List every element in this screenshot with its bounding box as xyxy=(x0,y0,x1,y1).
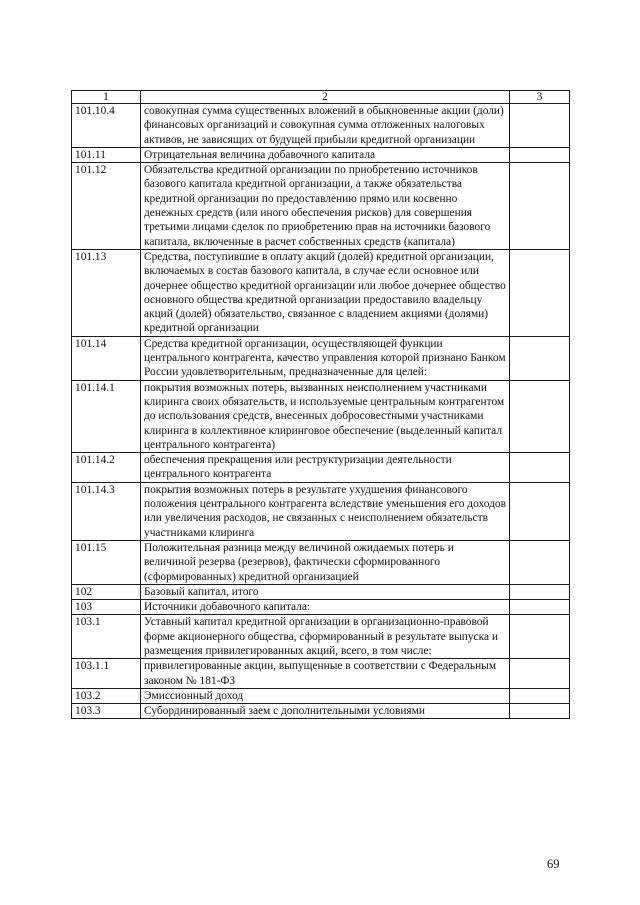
row-value xyxy=(510,147,570,162)
row-text: совокупная сумма существенных вложений в обыкновенные акции (доли) финансовых организаций и совокупная сумма отложенных налоговых активов, не зависящих от будущей прибыли кредитной организации xyxy=(141,104,510,148)
column-header-3: 3 xyxy=(510,91,570,104)
row-text: привилегированные акции, выпущенные в соответствии с Федеральным законом № 181-ФЗ xyxy=(141,659,510,689)
table-row xyxy=(72,600,570,615)
row-value xyxy=(510,659,570,689)
table-row xyxy=(72,249,570,336)
table-row xyxy=(72,163,570,250)
table-row xyxy=(72,380,570,452)
row-value xyxy=(510,163,570,250)
row-value xyxy=(510,615,570,659)
row-code: 101.12 xyxy=(72,163,141,250)
row-text: Отрицательная величина добавочного капитала xyxy=(141,147,510,162)
table-row xyxy=(72,336,570,380)
row-code: 103.3 xyxy=(72,704,141,719)
table-row xyxy=(72,453,570,483)
table-header-row xyxy=(72,91,570,104)
table-row xyxy=(72,540,570,584)
row-code: 103 xyxy=(72,600,141,615)
table-row xyxy=(72,482,570,540)
row-text: обеспечения прекращения или реструктуризации деятельности центрального контрагента xyxy=(141,453,510,483)
table-row xyxy=(72,659,570,689)
row-code: 101.10.4 xyxy=(72,104,141,148)
row-code: 101.14.3 xyxy=(72,482,141,540)
table-row xyxy=(72,688,570,703)
row-text: Средства, поступившие в оплату акций (долей) кредитной организации, включаемых в состав базового капитала, в случае если основное или дочернее общество кредитной организации или любое дочернее общество основного общества кредитной организации предоставило владельцу акций (долей) обязательство, связанное с владением акциями (долями) кредитной организации xyxy=(141,249,510,336)
row-value xyxy=(510,540,570,584)
row-text: Обязательства кредитной организации по приобретению источников базового капитала кредитной организации, а также обязательства кредитной организации по предоставлению прямо или косвенно денежных средств (или иного обеспечения рисков) для совершения третьими лицами сделок по приобретению прав на источники базового капитала, включенные в расчет собственных средств (капитала) xyxy=(141,163,510,250)
capital-items-table xyxy=(71,90,570,719)
row-value xyxy=(510,688,570,703)
column-header-1: 1 xyxy=(72,91,141,104)
row-value xyxy=(510,600,570,615)
row-text: Средства кредитной организации, осуществляющей функции центрального контрагента, качество управления которой признано Банком России удовлетворительным, предназначенные для целей: xyxy=(141,336,510,380)
row-text: покрытия возможных потерь, вызванных неисполнением участниками клиринга своих обязательств, и используемые центральным контрагентом до использования средств, внесенных добросовестными участниками клиринга в коллективное клиринговое обеспечение (выделенный капитал центрального контрагента) xyxy=(141,380,510,452)
row-text: Субординированный заем с дополнительными условиями xyxy=(141,704,510,719)
row-value xyxy=(510,584,570,599)
row-text: Базовый капитал, итого xyxy=(141,584,510,599)
table-row xyxy=(72,615,570,659)
page-number: 69 xyxy=(547,857,560,871)
row-value xyxy=(510,482,570,540)
row-text: покрытия возможных потерь в результате ухудшения финансового положения центрального контрагента вследствие уменьшения его доходов или увеличения расходов, не связанных с неисполнением обязательств участниками клиринга xyxy=(141,482,510,540)
row-code: 103.1 xyxy=(72,615,141,659)
row-code: 102 xyxy=(72,584,141,599)
row-code: 103.1.1 xyxy=(72,659,141,689)
row-code: 101.11 xyxy=(72,147,141,162)
table-row xyxy=(72,147,570,162)
row-value xyxy=(510,336,570,380)
table-row xyxy=(72,104,570,148)
row-value xyxy=(510,249,570,336)
row-code: 103.2 xyxy=(72,688,141,703)
row-code: 101.15 xyxy=(72,540,141,584)
row-text: Положительная разница между величиной ожидаемых потерь и величиной резерва (резервов), фактически сформированного (сформированных) кредитной организацией xyxy=(141,540,510,584)
table-row xyxy=(72,704,570,719)
row-code: 101.14.1 xyxy=(72,380,141,452)
row-code: 101.14.2 xyxy=(72,453,141,483)
row-value xyxy=(510,704,570,719)
row-value xyxy=(510,104,570,148)
row-value xyxy=(510,453,570,483)
row-code: 101.14 xyxy=(72,336,141,380)
row-value xyxy=(510,380,570,452)
column-header-2: 2 xyxy=(141,91,510,104)
table-row xyxy=(72,584,570,599)
row-code: 101.13 xyxy=(72,249,141,336)
row-text: Источники добавочного капитала: xyxy=(141,600,510,615)
row-text: Уставный капитал кредитной организации в организационно-правовой форме акционерного общества, сформированный в результате выпуска и размещения привилегированных акций, всего, в том числе: xyxy=(141,615,510,659)
row-text: Эмиссионный доход xyxy=(141,688,510,703)
